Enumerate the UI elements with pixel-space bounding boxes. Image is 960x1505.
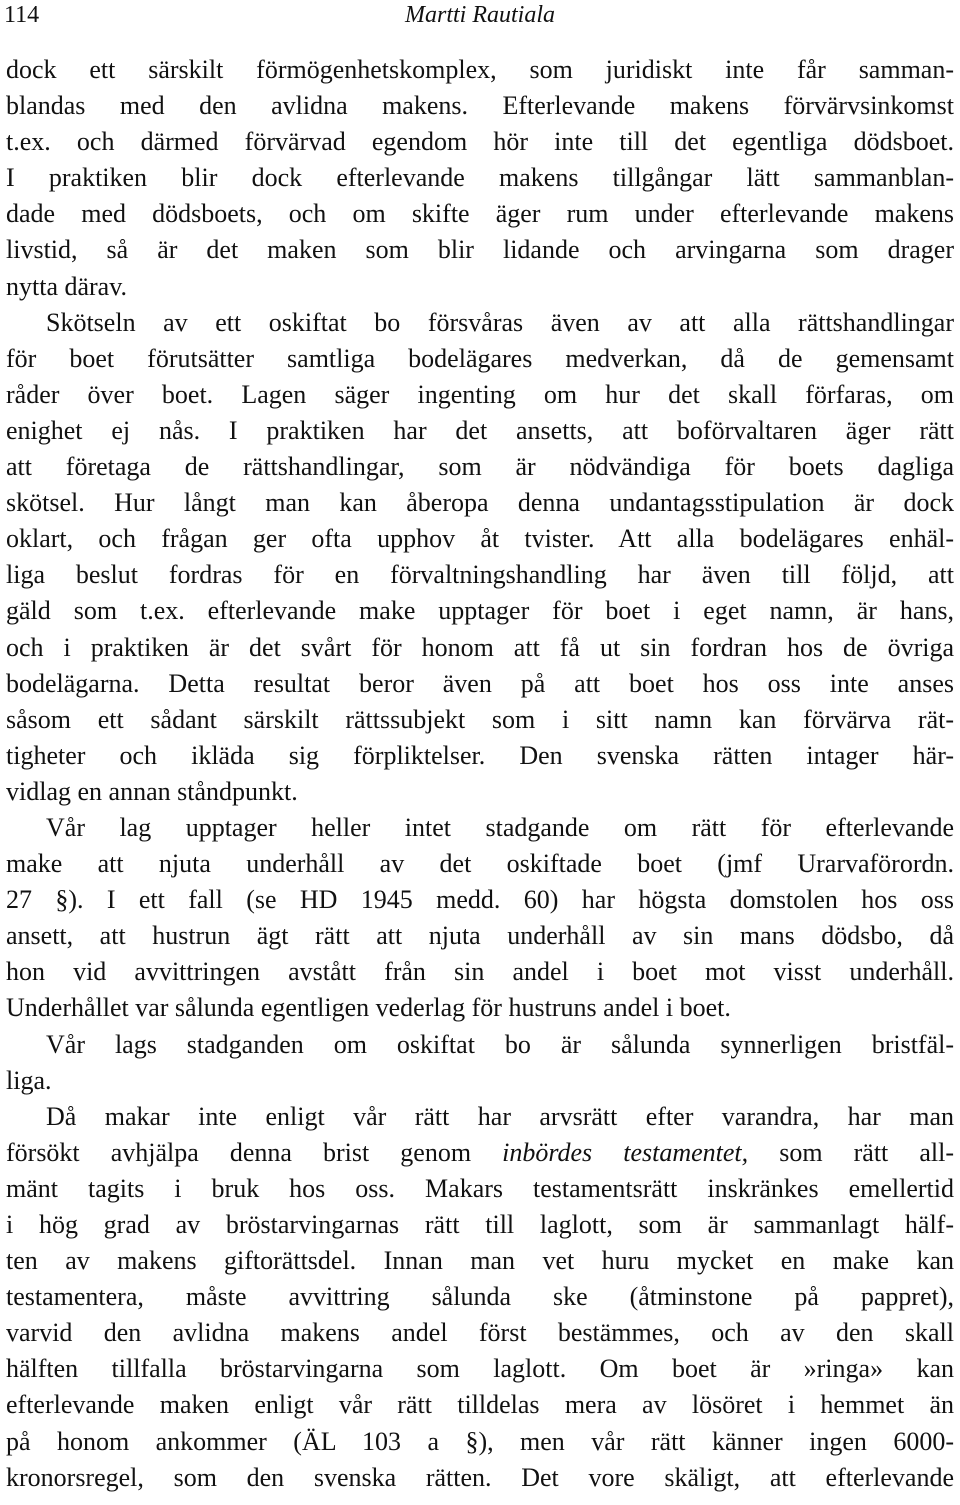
text-segment: dock ett särskilt förmögenhetskomplex, som juridiskt inte får samman- bbox=[6, 55, 954, 84]
text-segment: livstid, så är det maken som blir lidande och arvingarna som drager bbox=[6, 235, 954, 265]
text-segment: och i praktiken är det svårt för honom att få ut sin fordran hos de övriga bbox=[6, 632, 954, 662]
text-line bbox=[6, 738, 954, 774]
text-segment: skötsel. Hur långt man kan åberopa denna undantagsstipulation är dock bbox=[6, 488, 954, 518]
body-text bbox=[6, 52, 954, 1496]
text-line bbox=[6, 918, 954, 954]
text-segment: blandas med den avlidna makens. Efterlevande makens förvärvsinkomst bbox=[6, 91, 954, 121]
text-segment: 27 §). I ett fall (se HD 1945 medd. 60) har högsta domstolen hos oss bbox=[6, 885, 954, 915]
text-line bbox=[6, 88, 954, 124]
text-line bbox=[6, 846, 954, 882]
text-segment: bodelägarna. Detta resultat beror även på att boet hos oss inte anses bbox=[6, 668, 954, 698]
text-segment: liga. bbox=[6, 1065, 52, 1095]
text-segment: hälften tillfalla bröstarvingarna som laglott. Om boet är »ringa» kan bbox=[6, 1354, 954, 1384]
text-line bbox=[6, 521, 954, 557]
text-line bbox=[6, 702, 954, 738]
text-segment: såsom ett sådant särskilt rättssubjekt som i sitt namn kan förvärva rät- bbox=[6, 704, 954, 734]
page-number: 114 bbox=[4, 2, 40, 28]
text-line bbox=[6, 1207, 954, 1243]
text-line bbox=[6, 1460, 954, 1496]
text-segment: Då makar inte enligt vår rätt har arvsrätt efter varandra, har man bbox=[46, 1101, 954, 1131]
text-line bbox=[6, 1387, 954, 1423]
text-line bbox=[6, 630, 954, 666]
text-line bbox=[6, 1351, 954, 1387]
text-segment: gäld som t.ex. efterlevande make upptager för boet i eget namn, är hans, bbox=[6, 596, 954, 626]
text-segment: på honom ankommer (ÄL 103 a §), men vår rätt känner ingen 6000- bbox=[6, 1426, 954, 1456]
text-line bbox=[6, 1027, 954, 1063]
text-segment: efterlevande maken enligt vår rätt tilldelas mera av lösöret i hemmet än bbox=[6, 1390, 954, 1420]
text-line bbox=[6, 954, 954, 990]
text-line bbox=[6, 449, 954, 485]
italic-phrase: inbördes testamentet, bbox=[502, 1137, 749, 1167]
text-line bbox=[6, 882, 954, 918]
text-line bbox=[6, 305, 954, 341]
text-line bbox=[6, 160, 954, 196]
text-line bbox=[6, 1135, 954, 1171]
text-line bbox=[6, 269, 954, 305]
text-segment: enighet ej nås. I praktiken har det ansetts, att boförvaltaren äger rätt bbox=[6, 415, 954, 445]
text-line bbox=[6, 774, 954, 810]
text-line bbox=[6, 52, 954, 88]
text-segment: i hög grad av bröstarvingarnas rätt till laglott, som är sammanlagt hälf- bbox=[6, 1210, 954, 1239]
text-segment: som rätt all- bbox=[748, 1137, 954, 1167]
text-segment: testamentera, måste avvittring sålunda ske (åtminstone på pappret), bbox=[6, 1282, 954, 1312]
text-line bbox=[6, 413, 954, 449]
text-line bbox=[6, 485, 954, 521]
text-segment: ansett, att hustrun ägt rätt att njuta underhåll av sin mans dödsbo, då bbox=[6, 921, 954, 951]
text-line bbox=[6, 810, 954, 846]
text-segment: dade med dödsboets, och om skifte äger rum under efterlevande makens bbox=[6, 199, 954, 229]
text-line bbox=[6, 666, 954, 702]
text-line bbox=[6, 593, 954, 629]
text-segment: för boet förutsätter samtliga bodelägares medverkan, då de gemensamt bbox=[6, 343, 954, 373]
text-line bbox=[6, 124, 954, 160]
text-line bbox=[6, 1243, 954, 1279]
text-segment: Underhållet var sålunda egentligen vederlag för hustruns andel i boet. bbox=[6, 993, 731, 1023]
text-segment: tigheter och ikläda sig förpliktelser. Den svenska rätten intager här- bbox=[6, 740, 954, 770]
text-line bbox=[6, 377, 954, 413]
text-line bbox=[6, 1171, 954, 1207]
text-segment: Vår lag upptager heller intet stadgande om rätt för efterlevande bbox=[46, 812, 954, 842]
text-segment: ten av makens giftorättsdel. Innan man vet huru mycket en make kan bbox=[6, 1246, 954, 1276]
text-line bbox=[6, 990, 954, 1026]
text-line bbox=[6, 1279, 954, 1315]
text-line bbox=[6, 1424, 954, 1460]
text-segment: hon vid avvittringen avstått från sin andel i boet mot visst underhåll. bbox=[6, 957, 954, 987]
text-segment: oklart, och frågan ger ofta upphov åt tvister. Att alla bodelägares enhäl- bbox=[6, 524, 954, 554]
text-segment: varvid den avlidna makens andel först bestämmes, och av den skall bbox=[6, 1318, 954, 1348]
text-segment: t.ex. och därmed förvärvad egendom hör inte till det egentliga dödsboet. bbox=[6, 127, 954, 157]
text-segment: nytta därav. bbox=[6, 271, 128, 301]
text-segment: Vår lags stadganden om oskiftat bo är sålunda synnerligen bristfäl- bbox=[46, 1029, 954, 1059]
text-line bbox=[6, 1099, 954, 1135]
text-line bbox=[6, 557, 954, 593]
text-line bbox=[6, 232, 954, 268]
text-segment: liga beslut fordras för en förvaltningshandling har även till följd, att bbox=[6, 560, 954, 590]
text-segment: kronorsregel, som den svenska rätten. Det vore skäligt, att efterlevande bbox=[6, 1462, 954, 1492]
text-segment: make att njuta underhåll av det oskiftade boet (jmf Urarvaförordn. bbox=[6, 849, 954, 879]
text-segment: I praktiken blir dock efterlevande makens tillgångar lätt sammanblan- bbox=[6, 163, 954, 193]
text-segment: mänt tagits i bruk hos oss. Makars testamentsrätt inskränkes emellertid bbox=[6, 1173, 954, 1203]
running-head-author: Martti Rautiala bbox=[405, 2, 555, 28]
text-line bbox=[6, 341, 954, 377]
text-line bbox=[6, 1315, 954, 1351]
text-segment: att företaga de rättshandlingar, som är nödvändiga för boets dagliga bbox=[6, 452, 954, 482]
text-segment: försökt avhjälpa denna brist genom bbox=[6, 1137, 503, 1167]
text-line bbox=[6, 1063, 954, 1099]
text-segment: Skötseln av ett oskiftat bo försvåras även av att alla rättshandlingar bbox=[46, 307, 954, 337]
text-segment: råder över boet. Lagen säger ingenting om hur det skall förfaras, om bbox=[6, 379, 954, 409]
text-line bbox=[6, 196, 954, 232]
page-header bbox=[0, 0, 960, 30]
text-segment: vidlag en annan ståndpunkt. bbox=[6, 776, 298, 806]
